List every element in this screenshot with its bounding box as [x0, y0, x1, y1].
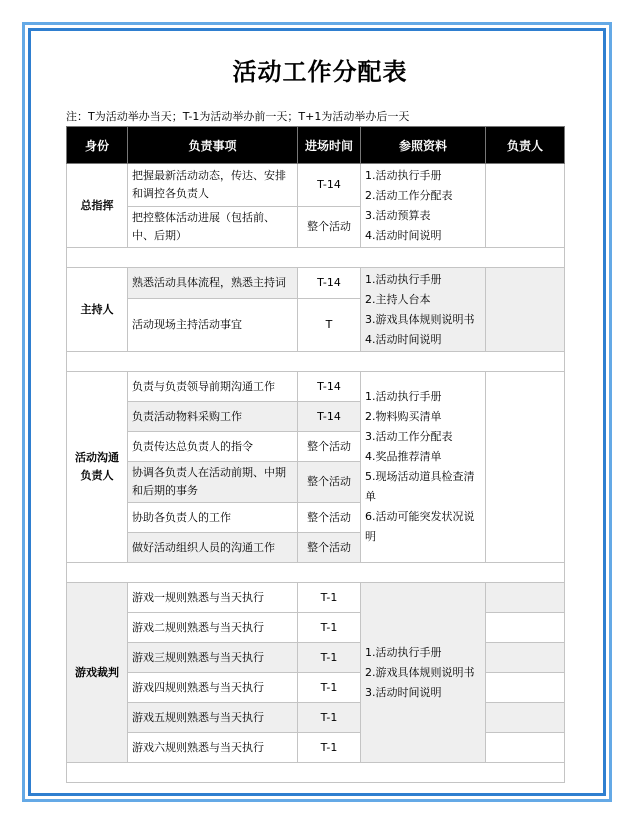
- role-cell-game-referee: 游戏裁判: [67, 583, 128, 763]
- time-cell: T: [298, 299, 361, 352]
- assignment-table: [66, 126, 565, 783]
- time-cell: 整个活动: [298, 533, 361, 563]
- reference-item: 1.活动执行手册: [365, 645, 442, 659]
- separator-row: [67, 248, 565, 268]
- task-cell: 游戏一规则熟悉与当天执行: [128, 583, 298, 613]
- reference-item: 1.活动执行手册: [365, 272, 442, 286]
- time-cell: 整个活动: [298, 432, 361, 462]
- table-row: [67, 673, 565, 703]
- time-cell: T-14: [298, 372, 361, 402]
- table-row: [67, 703, 565, 733]
- time-cell: T-14: [298, 268, 361, 299]
- table-note: 注：T为活动举办当天；T-1为活动举办前一天；T+1为活动举办后一天: [66, 110, 410, 123]
- owner-cell: [486, 703, 565, 733]
- time-cell: 整个活动: [298, 207, 361, 248]
- time-cell: T-1: [298, 703, 361, 733]
- reference-item: 2.物料购买清单: [365, 410, 442, 423]
- separator-row: [67, 563, 565, 583]
- time-cell: T-14: [298, 402, 361, 432]
- owner-cell: [486, 673, 565, 703]
- task-cell: 游戏五规则熟悉与当天执行: [128, 703, 298, 733]
- role-cell-host: 主持人: [67, 268, 128, 352]
- table-row: [67, 643, 565, 673]
- header-reference: 参照资料: [361, 127, 486, 164]
- task-cell: 协助各负责人的工作: [128, 503, 298, 533]
- reference-cell: [361, 268, 486, 352]
- header-time: 进场时间: [298, 127, 361, 164]
- task-cell: 把控整体活动进展（包括前、中、后期）: [128, 207, 298, 248]
- time-cell: T-1: [298, 583, 361, 613]
- task-cell: 游戏六规则熟悉与当天执行: [128, 733, 298, 763]
- reference-cell: [361, 583, 486, 763]
- separator-row: [67, 352, 565, 372]
- reference-item: 4.活动时间说明: [365, 228, 442, 242]
- task-cell: 做好活动组织人员的沟通工作: [128, 533, 298, 563]
- owner-cell: [486, 583, 565, 613]
- time-cell: T-1: [298, 613, 361, 643]
- table-row: [67, 372, 565, 402]
- reference-cell: [361, 164, 486, 248]
- reference-item: 2.主持人台本: [365, 292, 431, 306]
- reference-item: 3.活动预算表: [365, 208, 431, 222]
- table-row: [67, 268, 565, 299]
- reference-item: 1.活动执行手册: [365, 390, 442, 403]
- owner-cell: [486, 613, 565, 643]
- task-cell: 活动现场主持活动事宜: [128, 299, 298, 352]
- task-cell: 协调各负责人在活动前期、中期和后期的事务: [128, 462, 298, 503]
- task-cell: 负责与负责领导前期沟通工作: [128, 372, 298, 402]
- reference-item: 3.活动工作分配表: [365, 430, 453, 443]
- owner-cell: [486, 164, 565, 248]
- reference-item: 1.活动执行手册: [365, 168, 442, 182]
- reference-item: 3.游戏具体规则说明书: [365, 312, 475, 326]
- header-owner: 负责人: [486, 127, 565, 164]
- time-cell: T-14: [298, 164, 361, 207]
- reference-cell: [361, 372, 486, 563]
- table-row: [67, 733, 565, 763]
- reference-item: 5.现场活动道具检查清单: [365, 470, 475, 503]
- table-row: [67, 613, 565, 643]
- reference-item: 6.活动可能突发状况说明: [365, 510, 475, 543]
- task-cell: 熟悉活动具体流程，熟悉主持词: [128, 268, 298, 299]
- owner-cell: [486, 643, 565, 673]
- time-cell: T-1: [298, 733, 361, 763]
- table-row: [67, 164, 565, 207]
- time-cell: T-1: [298, 673, 361, 703]
- time-cell: 整个活动: [298, 462, 361, 503]
- separator-row: [67, 763, 565, 783]
- owner-cell: [486, 733, 565, 763]
- task-cell: 游戏二规则熟悉与当天执行: [128, 613, 298, 643]
- reference-item: 4.奖品推荐清单: [365, 450, 442, 463]
- time-cell: T-1: [298, 643, 361, 673]
- task-cell: 负责传达总负责人的指令: [128, 432, 298, 462]
- role-cell-communication-lead: 活动沟通负责人: [67, 372, 128, 563]
- time-cell: 整个活动: [298, 503, 361, 533]
- task-cell: 把握最新活动动态，传达、安排和调控各负责人: [128, 164, 298, 207]
- header-task: 负责事项: [128, 127, 298, 164]
- reference-item: 4.活动时间说明: [365, 332, 442, 346]
- header-row: [67, 127, 565, 164]
- role-cell-commander: 总指挥: [67, 164, 128, 248]
- reference-item: 2.游戏具体规则说明书: [365, 665, 475, 679]
- reference-item: 2.活动工作分配表: [365, 188, 453, 202]
- task-cell: 游戏三规则熟悉与当天执行: [128, 643, 298, 673]
- table-row: [67, 583, 565, 613]
- owner-cell: [486, 372, 565, 563]
- task-cell: 负责活动物料采购工作: [128, 402, 298, 432]
- owner-cell: [486, 268, 565, 352]
- task-cell: 游戏四规则熟悉与当天执行: [128, 673, 298, 703]
- header-role: 身份: [67, 127, 128, 164]
- reference-item: 3.活动时间说明: [365, 685, 442, 699]
- page-title: 活动工作分配表: [232, 58, 408, 86]
